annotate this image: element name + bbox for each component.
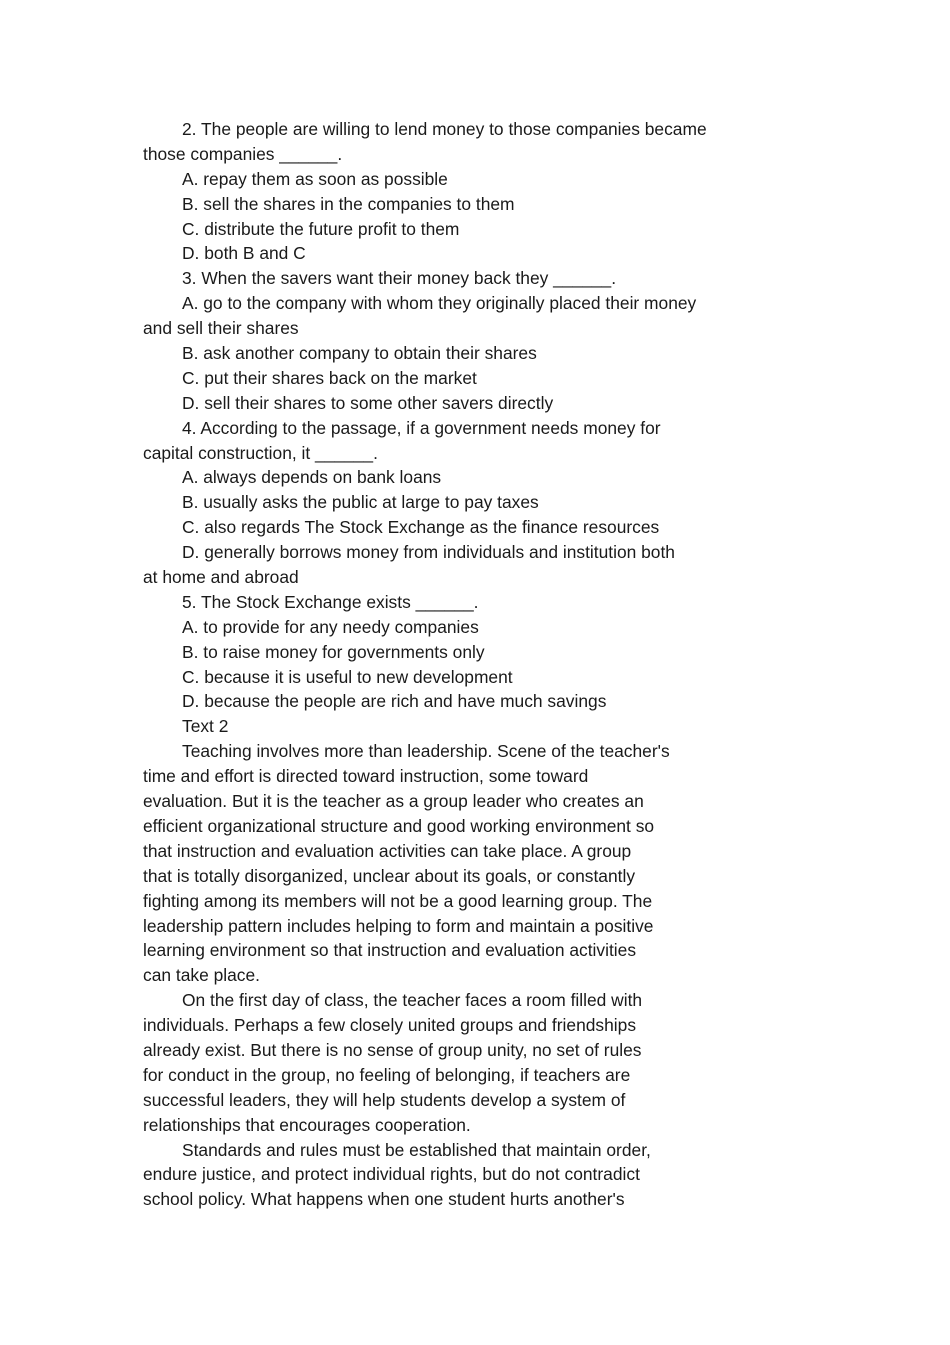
text-line: at home and abroad <box>143 567 299 588</box>
text-line: 4. According to the passage, if a government needs money for <box>182 417 661 438</box>
text-line: D. because the people are rich and have much savings <box>182 691 607 712</box>
text-line: leadership pattern includes helping to form and maintain a positive <box>143 915 654 936</box>
text-line: fighting among its members will not be a good learning group. The <box>143 890 653 911</box>
text-line: C. because it is useful to new development <box>182 666 513 687</box>
text-line: B. ask another company to obtain their shares <box>182 343 537 364</box>
text-line: successful leaders, they will help students develop a system of <box>143 1089 626 1110</box>
text-line: B. sell the shares in the companies to them <box>182 193 515 214</box>
text-line: D. generally borrows money from individuals and institution both <box>182 542 675 563</box>
text-line: capital construction, it ______. <box>143 442 378 463</box>
text-line: Text 2 <box>182 716 229 737</box>
text-line: B. to raise money for governments only <box>182 641 485 662</box>
text-line: relationships that encourages cooperation. <box>143 1114 471 1135</box>
text-line: endure justice, and protect individual rights, but do not contradict <box>143 1164 640 1185</box>
text-line: B. usually asks the public at large to pay taxes <box>182 492 539 513</box>
text-line: A. to provide for any needy companies <box>182 616 479 637</box>
text-line: already exist. But there is no sense of group unity, no set of rules <box>143 1039 642 1060</box>
text-line: On the first day of class, the teacher faces a room filled with <box>182 990 643 1011</box>
text-line: school policy. What happens when one student hurts another's <box>143 1189 625 1210</box>
text-line: C. distribute the future profit to them <box>182 218 460 239</box>
document-body <box>143 117 743 1212</box>
text-line: A. always depends on bank loans <box>182 467 442 488</box>
text-line: Teaching involves more than leadership. Scene of the teacher's <box>182 741 670 762</box>
text-line: 2. The people are willing to lend money to those companies became <box>182 119 707 139</box>
text-line: evaluation. But it is the teacher as a group leader who creates an <box>143 791 644 812</box>
text-line: D. sell their shares to some other savers directly <box>182 392 554 413</box>
text-line: 5. The Stock Exchange exists ______. <box>182 591 479 612</box>
text-line: C. also regards The Stock Exchange as the finance resources <box>182 517 660 538</box>
text-line: D. both B and C <box>182 243 306 264</box>
text-line: those companies ______. <box>143 143 343 164</box>
text-line: that is totally disorganized, unclear about its goals, or constantly <box>143 865 636 886</box>
text-line: A. go to the company with whom they originally placed their money <box>182 293 697 314</box>
text-line: A. repay them as soon as possible <box>182 168 448 189</box>
text-line: 3. When the savers want their money back they ______. <box>182 268 617 289</box>
text-line: that instruction and evaluation activities can take place. A group <box>143 840 632 861</box>
text-line: Standards and rules must be established that maintain order, <box>182 1139 651 1160</box>
text-line: C. put their shares back on the market <box>182 367 477 388</box>
text-line: can take place. <box>143 965 260 986</box>
text-line: efficient organizational structure and good working environment so <box>143 815 655 836</box>
text-line: learning environment so that instruction and evaluation activities <box>143 940 637 961</box>
text-line: for conduct in the group, no feeling of belonging, if teachers are <box>143 1064 631 1085</box>
text-line: and sell their shares <box>143 318 299 339</box>
text-line: individuals. Perhaps a few closely united groups and friendships <box>143 1015 637 1036</box>
text-line: time and effort is directed toward instruction, some toward <box>143 766 589 787</box>
